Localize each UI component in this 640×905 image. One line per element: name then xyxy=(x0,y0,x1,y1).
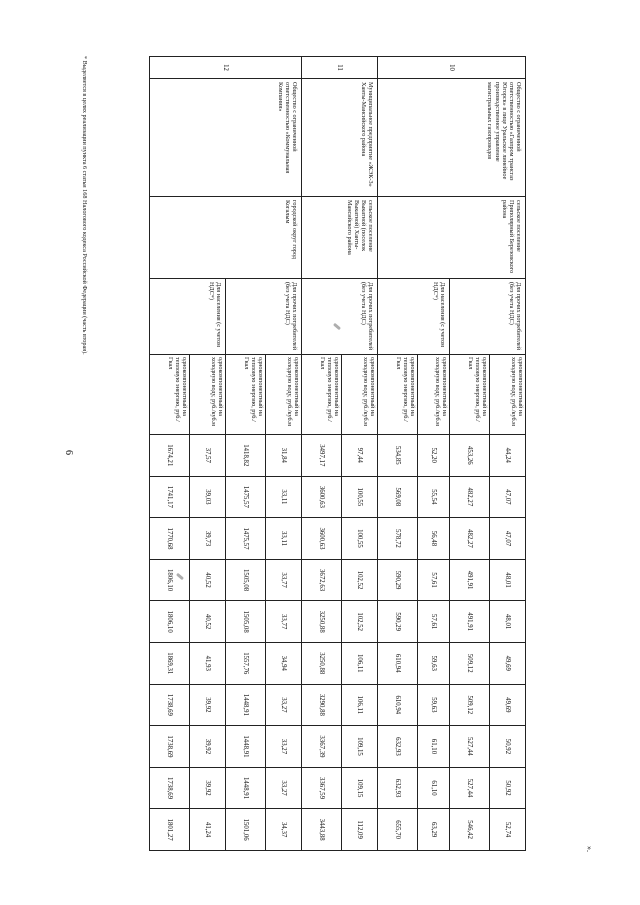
territory: сельское поселение Приполярный Березовского района xyxy=(378,197,526,279)
tariff-value: 3443,88 xyxy=(302,809,342,851)
tariff-value: 55,54 xyxy=(418,476,450,518)
tariff-value: 655,70 xyxy=(378,809,418,851)
tariff-value: 482,27 xyxy=(450,476,490,518)
tariff-value: 590,29 xyxy=(378,559,418,601)
tariff-value: 3600,63 xyxy=(302,518,342,560)
tariff-value: 578,72 xyxy=(378,518,418,560)
tariff-value: 97,44 xyxy=(342,435,378,477)
tariff-value: 50,92 xyxy=(490,726,526,768)
tariff-value: 1501,06 xyxy=(226,809,266,851)
tariff-value: 39,73 xyxy=(190,518,226,560)
organization-name: Муниципальное предприятие «ЖЭК-3» Ханты-Мансийского района xyxy=(302,79,378,197)
tariff-value: 1448,91 xyxy=(226,684,266,726)
tariff-value: 1557,76 xyxy=(226,642,266,684)
tariff-value: 1475,57 xyxy=(226,476,266,518)
tariff-value: 33,11 xyxy=(266,518,302,560)
consumer-category: Для населения (с учетом НДС*) xyxy=(378,279,450,355)
tariff-value: 1505,08 xyxy=(226,601,266,643)
tariff-value: 1448,91 xyxy=(226,726,266,768)
tariff-value: 47,07 xyxy=(490,476,526,518)
tariff-unit: однокомпонентный на холодную воду, руб./куб.м xyxy=(490,355,526,435)
tariff-value: 31,84 xyxy=(266,435,302,477)
tariff-value: 39,03 xyxy=(190,476,226,518)
tariff-value: 3497,17 xyxy=(302,435,342,477)
tariff-value: 491,91 xyxy=(450,601,490,643)
tariff-unit: однокомпонентный на тепловую энергию, руб./Гкал xyxy=(226,355,266,435)
tariff-value: 1475,57 xyxy=(226,518,266,560)
tariff-unit: однокомпонентный на холодную воду, руб./куб.м xyxy=(418,355,450,435)
row-number: 10 xyxy=(378,57,526,79)
tariff-value: 40,52 xyxy=(190,559,226,601)
tariff-value: 49,69 xyxy=(490,684,526,726)
tariff-value: 527,44 xyxy=(450,767,490,809)
consumer-category: Для прочих потребителей (без учета НДС) xyxy=(226,279,302,355)
tariff-value: 34,94 xyxy=(266,642,302,684)
tariff-value: 100,55 xyxy=(342,476,378,518)
tariff-value: 63,29 xyxy=(418,809,450,851)
tariff-value: 3672,63 xyxy=(302,559,342,601)
tariff-value: 1738,69 xyxy=(150,684,190,726)
tariff-value: 569,08 xyxy=(378,476,418,518)
organization-name: Общество с ограниченной ответственностью «Коммунальная Компания» xyxy=(150,79,302,197)
tariff-value: 527,44 xyxy=(450,726,490,768)
tariff-value: 610,94 xyxy=(378,684,418,726)
territory: сельское поселение Выкатной (поселок Выкатной) Ханты-Мансийского района xyxy=(302,197,378,279)
tariff-value: 39,92 xyxy=(190,767,226,809)
tariff-value: 61,10 xyxy=(418,726,450,768)
tariff-value: 3367,39 xyxy=(302,726,342,768)
row-number: 12 xyxy=(150,57,302,79)
tariff-unit: однокомпонентный на тепловую энергию, руб./Гкал xyxy=(302,355,342,435)
tariff-value: 1418,82 xyxy=(226,435,266,477)
tariff-unit: однокомпонентный на тепловую энергию, руб./Гкал xyxy=(378,355,418,435)
footnote: * Выделяется в целях реализации пункта 6 статьи 168 Налогового кодекса Российской Федерации (часть вторая). xyxy=(81,56,88,355)
table-row xyxy=(342,57,378,851)
tariff-value: 52,20 xyxy=(418,435,450,477)
tariff-value: 1770,68 xyxy=(150,518,190,560)
tariff-value: 102,52 xyxy=(342,601,378,643)
tariff-value: 632,93 xyxy=(378,767,418,809)
tariff-value: 1741,17 xyxy=(150,476,190,518)
tariff-value: 41,24 xyxy=(190,809,226,851)
tariff-value: 1806,10 xyxy=(150,601,190,643)
tariff-value: 100,55 xyxy=(342,518,378,560)
tariff-value: 590,29 xyxy=(378,601,418,643)
tariff-value: 41,93 xyxy=(190,642,226,684)
tariff-value: 3600,63 xyxy=(302,476,342,518)
tariff-table xyxy=(149,56,526,851)
tariff-value: 109,15 xyxy=(342,726,378,768)
tariff-value: 106,11 xyxy=(342,684,378,726)
tariff-value: 3367,59 xyxy=(302,767,342,809)
tariff-value: 57,61 xyxy=(418,601,450,643)
tariff-value: 39,92 xyxy=(190,726,226,768)
table-row xyxy=(266,57,302,851)
tariff-value: 37,57 xyxy=(190,435,226,477)
tariff-value: 3250,88 xyxy=(302,601,342,643)
organization-name: Общество с ограниченной ответственностью «Газпром трансгаз Югорск» в лице Уральское линейное производственное управление магистральных газопроводов xyxy=(378,79,526,197)
tariff-value: 1801,27 xyxy=(150,809,190,851)
tariff-value: 1806,10 xyxy=(150,559,190,601)
tariff-value: 39,92 xyxy=(190,684,226,726)
tariff-value: 61,10 xyxy=(418,767,450,809)
tariff-value: 610,94 xyxy=(378,642,418,684)
rotated-page-content xyxy=(81,56,594,852)
tariff-unit: однокомпонентный на холодную воду, руб./куб.м xyxy=(266,355,302,435)
tariff-value: 48,01 xyxy=(490,559,526,601)
tariff-value: 3290,88 xyxy=(302,684,342,726)
tariff-value: 59,63 xyxy=(418,642,450,684)
row-number: 11 xyxy=(302,57,378,79)
tariff-value: 33,27 xyxy=(266,726,302,768)
tariff-value: 109,15 xyxy=(342,767,378,809)
consumer-category: Для прочих потребителей (без учета НДС) xyxy=(450,279,526,355)
tariff-value: 59,63 xyxy=(418,684,450,726)
tariff-unit: однокомпонентный на тепловую энергию, руб./ Гкал xyxy=(450,355,490,435)
tariff-value: 482,27 xyxy=(450,518,490,560)
tariff-value: 509,12 xyxy=(450,684,490,726)
tariff-value: 1738,69 xyxy=(150,767,190,809)
table-row xyxy=(490,57,526,851)
tariff-value: 49,69 xyxy=(490,642,526,684)
tariff-value: 33,27 xyxy=(266,767,302,809)
end-quote-marker: ». xyxy=(585,846,594,852)
tariff-value: 491,91 xyxy=(450,559,490,601)
tariff-value: 44,24 xyxy=(490,435,526,477)
tariff-unit: однокомпонентный на холодную воду, руб./куб.м xyxy=(190,355,226,435)
consumer-category: Для прочих потребителей (без учета НДС) xyxy=(302,279,378,355)
tariff-value: 509,12 xyxy=(450,642,490,684)
tariff-value: 112,09 xyxy=(342,809,378,851)
tariff-value: 632,93 xyxy=(378,726,418,768)
tariff-value: 102,52 xyxy=(342,559,378,601)
tariff-value: 57,61 xyxy=(418,559,450,601)
tariff-value: 33,11 xyxy=(266,476,302,518)
tariff-value: 52,74 xyxy=(490,809,526,851)
tariff-value: 106,11 xyxy=(342,642,378,684)
tariff-value: 534,85 xyxy=(378,435,418,477)
tariff-unit: однокомпонентный на холодную воду, руб./куб.м xyxy=(342,355,378,435)
consumer-category: Для населения (с учетом НДС*) xyxy=(150,279,226,355)
tariff-value: 453,26 xyxy=(450,435,490,477)
territory: городской округ город Когалым xyxy=(150,197,302,279)
tariff-value: 48,01 xyxy=(490,601,526,643)
tariff-value: 1869,31 xyxy=(150,642,190,684)
tariff-value: 1505,08 xyxy=(226,559,266,601)
tariff-value: 1674,21 xyxy=(150,435,190,477)
tariff-value: 33,77 xyxy=(266,601,302,643)
page-number: 6 xyxy=(63,450,74,455)
tariff-value: 546,42 xyxy=(450,809,490,851)
tariff-value: 3250,88 xyxy=(302,642,342,684)
tariff-value: 56,48 xyxy=(418,518,450,560)
tariff-value: 33,27 xyxy=(266,684,302,726)
tariff-value: 40,52 xyxy=(190,601,226,643)
tariff-value: 34,37 xyxy=(266,809,302,851)
tariff-value: 47,07 xyxy=(490,518,526,560)
tariff-value: 1448,91 xyxy=(226,767,266,809)
tariff-value: 1738,69 xyxy=(150,726,190,768)
tariff-value: 33,77 xyxy=(266,559,302,601)
tariff-value: 50,92 xyxy=(490,767,526,809)
tariff-unit: однокомпонентный на тепловую энергию, руб./Гкал xyxy=(150,355,190,435)
